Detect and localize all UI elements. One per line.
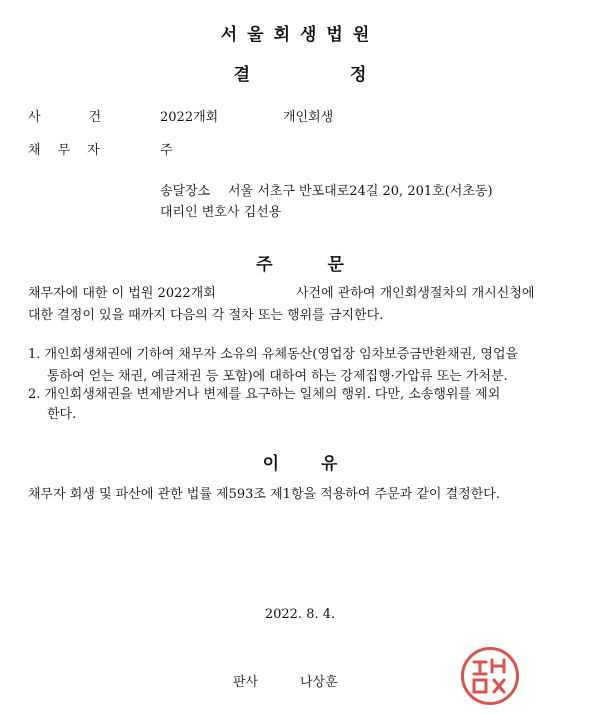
order-intro-line1a: 채무자에 대한 이 법원 2022개회 (28, 286, 216, 301)
judge-name: 나상훈 (300, 675, 338, 690)
title-char: 결 (233, 65, 250, 85)
reason-heading: 이 유 (262, 454, 338, 474)
reason-text: 채무자 회생 및 파산에 관한 법률 제593조 제1항을 적용하여 주문과 같이 결정한다. (28, 487, 500, 502)
address-value: 서울 서초구 반포대로24길 20, 201호(서초동) (228, 184, 493, 199)
decision-date: 2022. 8. 4. (264, 607, 336, 622)
order-intro-line1b: 사건에 관하여 개인회생절차의 개시신청에 (296, 286, 535, 301)
case-label: 사 건 (28, 110, 102, 125)
title-char: 정 (350, 65, 367, 85)
debtor-name: 주 (160, 143, 173, 158)
document-title (0, 60, 600, 85)
judge-title: 판사 (233, 675, 259, 690)
order-item-2-cont: 한다. (47, 407, 77, 422)
judge-seal-icon (461, 647, 519, 705)
agent-line: 대리인 변호사 김선용 (160, 205, 282, 220)
court-name: 서울회생법원 (220, 25, 380, 45)
debtor-label: 채 무 자 (28, 143, 100, 158)
address-label: 송달장소 (160, 184, 211, 199)
order-item-1: 1. 개인회생채권에 기하여 채무자 소유의 유체동산(영업장 임차보증금반환채권, 영업을 (28, 347, 519, 362)
case-number: 2022개회 (160, 110, 219, 125)
order-heading: 주 문 (256, 255, 344, 275)
order-item-2: 2. 개인회생채권을 변제받거나 변제를 요구하는 일체의 행위. 다만, 소송행위를 제외 (28, 387, 501, 402)
order-intro-line2: 대한 결정이 있을 때까지 다음의 각 절차 또는 행위를 금지한다. (28, 308, 384, 323)
order-item-1-cont: 통하여 얻는 채권, 예금채권 등 포함)에 대하여 하는 강제집행·가압류 또는 가처분. (47, 369, 508, 384)
case-type: 개인회생 (283, 110, 334, 125)
